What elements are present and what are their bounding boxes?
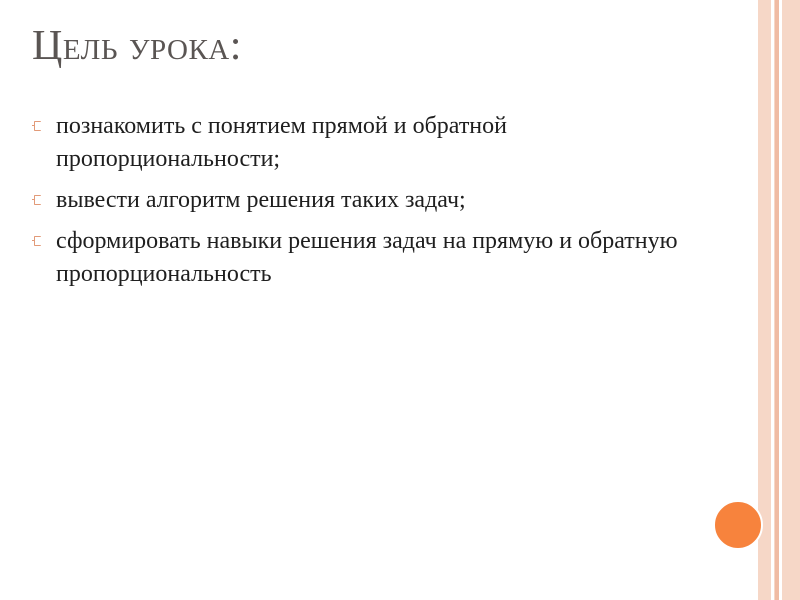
bullet-marker-icon <box>34 236 41 246</box>
bullet-item-3 <box>32 225 712 291</box>
stripe-line-left <box>771 0 774 600</box>
bullet-marker-icon <box>34 121 41 131</box>
bullet-item-1 <box>32 110 712 176</box>
slide-title: Цель урока: <box>32 23 242 69</box>
bullet-text-2: вывести алгоритм решения таких задач; <box>56 187 466 213</box>
bullet-text-1: познакомить с понятием прямой и обратной пропорциональности; <box>56 113 507 172</box>
bullet-text-3: сформировать навыки решения задач на прямую и обратную пропорциональность <box>56 228 678 287</box>
bullet-marker-icon <box>34 195 41 205</box>
stripe-line-right <box>779 0 782 600</box>
bullet-item-2 <box>32 184 712 217</box>
bullet-list <box>32 110 712 299</box>
decorative-side-stripe <box>758 0 800 600</box>
orange-circle-decoration <box>713 500 763 550</box>
